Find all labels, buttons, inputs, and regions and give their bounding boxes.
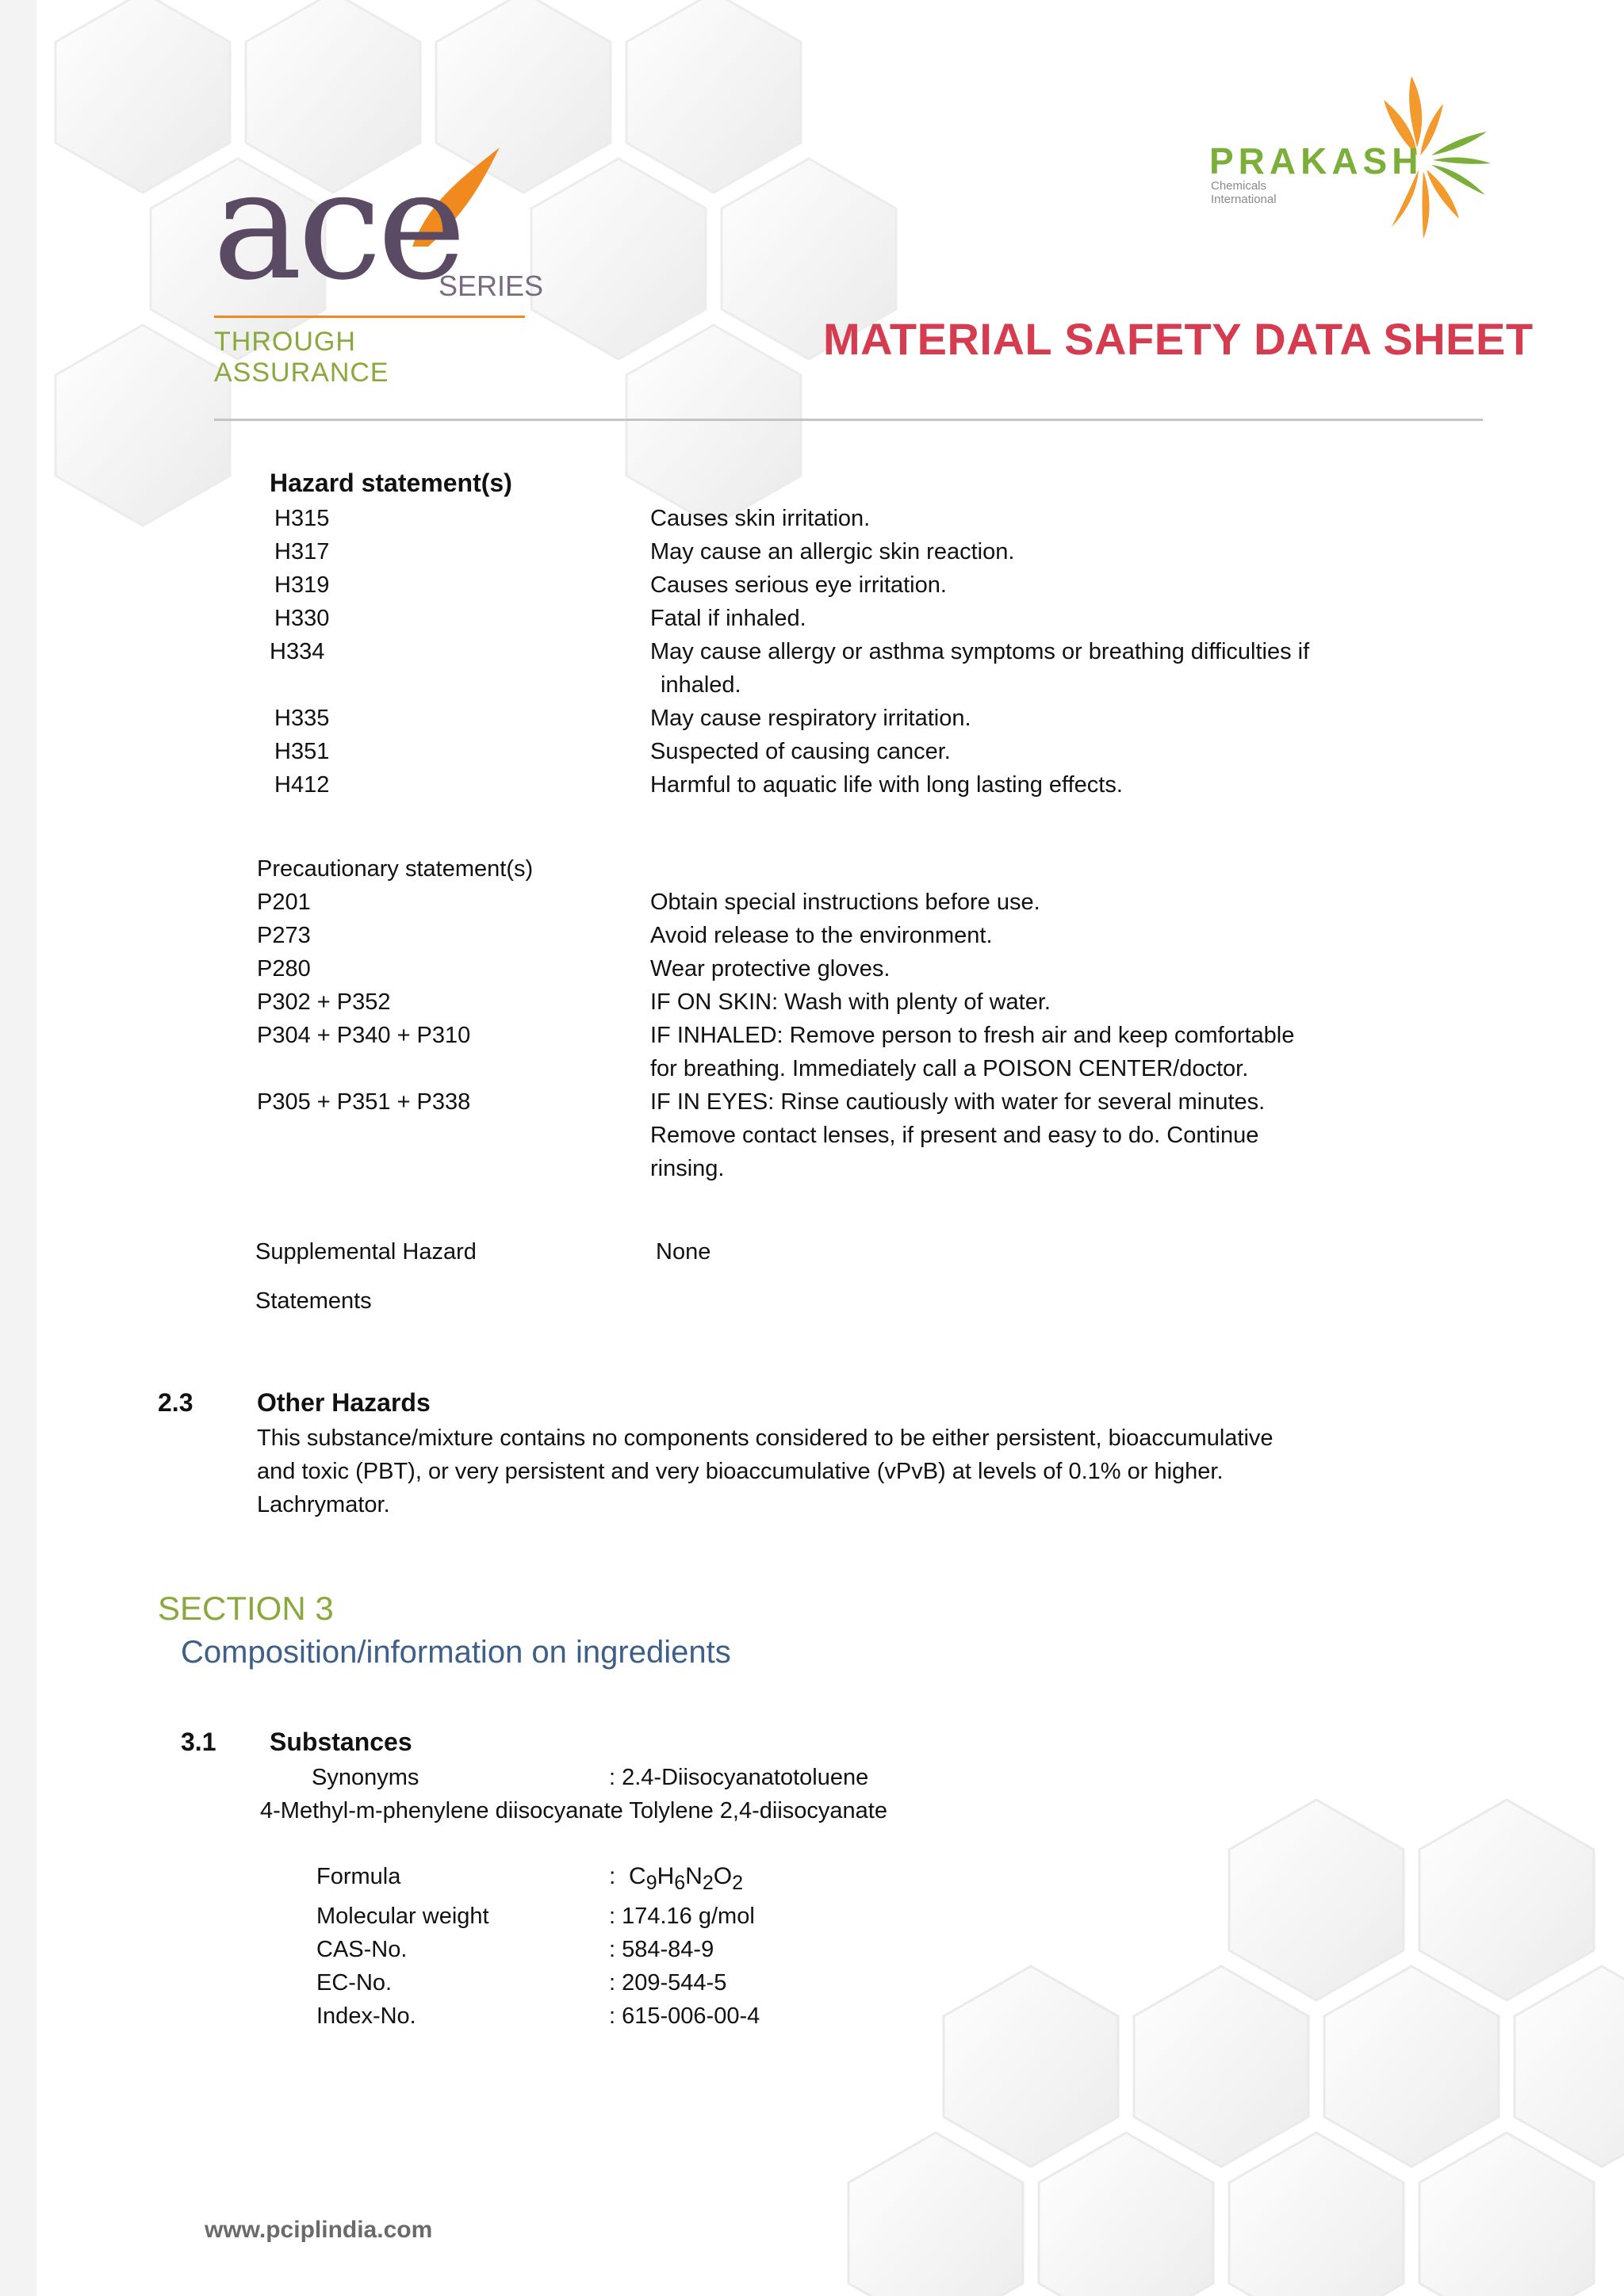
hazard-text: Fatal if inhaled. xyxy=(650,606,806,631)
hazard-text: May cause respiratory irritation. xyxy=(650,706,971,731)
substances-heading: Substances xyxy=(270,1728,412,1756)
cas-no-value: : 584-84-9 xyxy=(609,1937,714,1962)
hazard-text: Suspected of causing cancer. xyxy=(650,739,951,764)
ace-logo-word: ace xyxy=(213,138,462,313)
formula-label: Formula xyxy=(316,1864,401,1889)
hazard-heading: Hazard statement(s) xyxy=(270,469,512,497)
hazard-code: H412 xyxy=(274,772,330,798)
prakash-logo-subtitle: Chemicals International xyxy=(1211,179,1277,206)
header-divider xyxy=(214,419,1483,421)
other-hazards-text: Lachrymator. xyxy=(257,1492,390,1517)
footer-website-link[interactable]: www.pciplindia.com xyxy=(205,2217,433,2243)
substances-number: 3.1 xyxy=(181,1728,216,1756)
precautionary-code: P273 xyxy=(257,923,311,948)
synonyms-value: : 2.4-Diisocyanatotoluene xyxy=(609,1765,869,1790)
precautionary-text-continued: Remove contact lenses, if present and easy to do. Continue xyxy=(650,1123,1259,1148)
ace-logo-underline xyxy=(214,316,525,318)
index-no-value: : 615-006-00-4 xyxy=(609,2003,760,2029)
hazard-code: H330 xyxy=(274,606,330,631)
precautionary-text: Avoid release to the environment. xyxy=(650,923,993,948)
index-no-label: Index-No. xyxy=(316,2003,416,2029)
hazard-code: H335 xyxy=(274,706,330,731)
precautionary-text: Wear protective gloves. xyxy=(650,956,891,982)
synonyms-continued: 4-Methyl-m-phenylene diisocyanate Tolylene 2,4-diisocyanate xyxy=(260,1798,887,1823)
precautionary-heading: Precautionary statement(s) xyxy=(257,856,534,882)
precautionary-code: P280 xyxy=(257,956,311,982)
hazard-text-continued: inhaled. xyxy=(661,672,741,698)
hazard-code: H315 xyxy=(274,506,330,531)
precautionary-text: IF ON SKIN: Wash with plenty of water. xyxy=(650,989,1051,1015)
other-hazards-heading: Other Hazards xyxy=(257,1388,431,1417)
precautionary-text: IF INHALED: Remove person to fresh air and keep comfortable xyxy=(650,1023,1295,1048)
cas-no-label: CAS-No. xyxy=(316,1937,408,1962)
precautionary-text: IF IN EYES: Rinse cautiously with water for several minutes. xyxy=(650,1089,1266,1115)
supplemental-label-continued: Statements xyxy=(255,1288,372,1314)
supplemental-label: Supplemental Hazard xyxy=(255,1239,477,1265)
section-3-subtitle: Composition/information on ingredients xyxy=(181,1635,731,1670)
molecular-weight-value: : 174.16 g/mol xyxy=(609,1904,755,1929)
molecular-weight-label: Molecular weight xyxy=(316,1904,489,1929)
precautionary-code: P304 + P340 + P310 xyxy=(257,1023,471,1048)
other-hazards-text: This substance/mixture contains no components considered to be either persistent, bioaccumulative xyxy=(257,1425,1274,1451)
hazard-text: Causes serious eye irritation. xyxy=(650,572,947,598)
hazard-text: May cause allergy or asthma symptoms or breathing difficulties if xyxy=(650,639,1310,664)
other-hazards-text: and toxic (PBT), or very persistent and very bioaccumulative (vPvB) at levels of 0.1% or higher. xyxy=(257,1459,1224,1484)
prakash-logo-name: PRAKASH xyxy=(1209,140,1423,182)
precautionary-text-continued: rinsing. xyxy=(650,1156,725,1181)
ec-no-label: EC-No. xyxy=(316,1970,393,1996)
section-3-title: SECTION 3 xyxy=(158,1590,334,1627)
precautionary-text: Obtain special instructions before use. xyxy=(650,890,1040,915)
ace-logo-series: SERIES xyxy=(439,270,544,302)
supplemental-value: None xyxy=(656,1239,711,1265)
synonyms-label: Synonyms xyxy=(312,1765,419,1790)
hazard-text: Harmful to aquatic life with long lasting effects. xyxy=(650,772,1123,798)
hazard-code: H317 xyxy=(274,539,330,564)
ace-logo-tagline: THROUGH ASSURANCE xyxy=(214,327,389,388)
hazard-code: H334 xyxy=(270,639,325,664)
hazard-code: H351 xyxy=(274,739,330,764)
precautionary-code: P201 xyxy=(257,890,311,915)
precautionary-code: P305 + P351 + P338 xyxy=(257,1089,471,1115)
ec-no-value: : 209-544-5 xyxy=(609,1970,727,1996)
precautionary-code: P302 + P352 xyxy=(257,989,391,1015)
hazard-code: H319 xyxy=(274,572,330,598)
other-hazards-number: 2.3 xyxy=(158,1388,193,1417)
formula-value: : $C_9H_6N_2O_2$ xyxy=(609,1863,743,1894)
hazard-text: May cause an allergic skin reaction. xyxy=(650,539,1015,564)
hazard-text: Causes skin irritation. xyxy=(650,506,871,531)
precautionary-text-continued: for breathing. Immediately call a POISON CENTER/doctor. xyxy=(650,1056,1249,1081)
document-title: MATERIAL SAFETY DATA SHEET xyxy=(823,314,1534,364)
